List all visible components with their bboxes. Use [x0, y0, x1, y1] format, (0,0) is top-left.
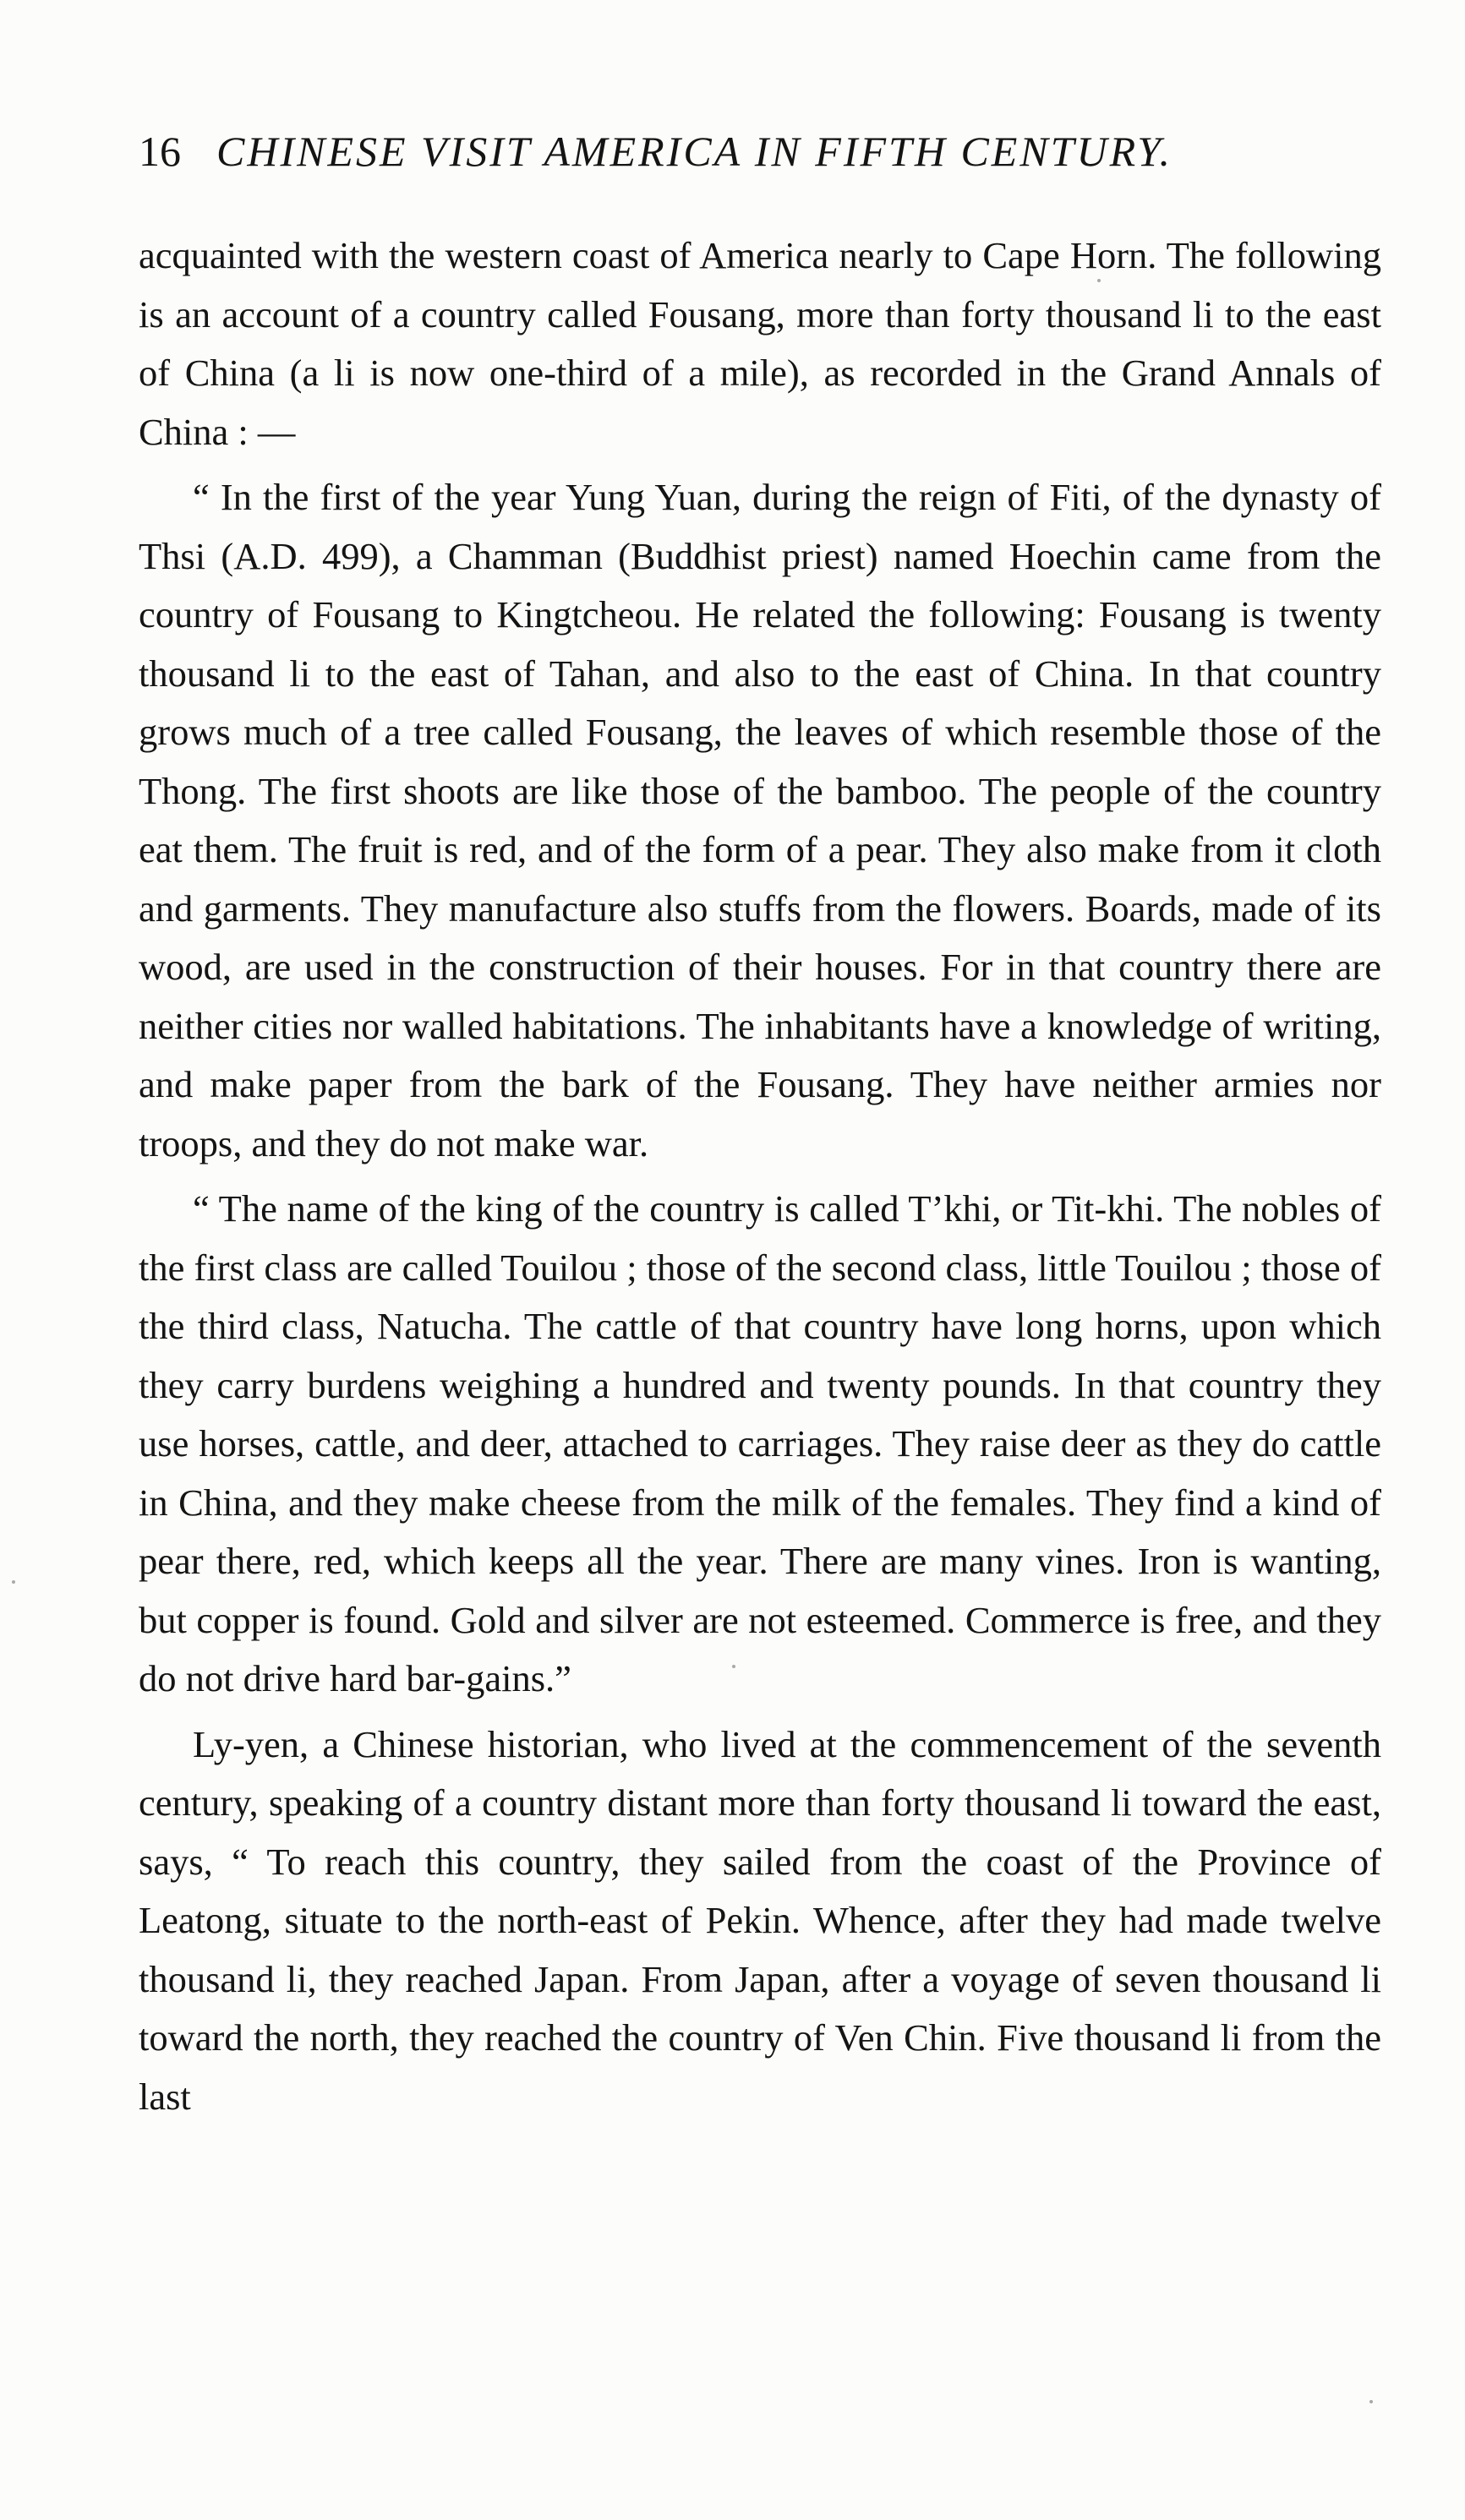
body-text — [139, 226, 1381, 2126]
paragraph-4: Ly-yen, a Chinese historian, who lived at the commencement of the seventh century, speaking of a country distant more than forty thousand li toward the east, says, “ To reach this country, they sailed from the coast of the Province of Leatong, situate to the north-east of Pekin. Whence, after they had made twelve thousand li, they reached Japan. From Japan, after a voyage of seven thousand li toward the north, they reached the country of Ven Chin. Five thousand li from the last — [139, 1722, 1381, 2118]
paper-speck — [1369, 2400, 1373, 2403]
paper-speck — [12, 1580, 15, 1584]
running-title: CHINESE VISIT AMERICA IN FIFTH CENTURY. — [216, 128, 1173, 175]
paragraph-3: “ The name of the king of the country is called T’khi, or Tit-khi. The nobles of the first class are called Touilou ; those of the second class, little Touilou ; those of the third class, Natucha. The cattle of that country have long horns, upon which they carry burdens weighing a hundred and twenty pounds. In that country they use horses, cattle, and deer, attached to carriages. They raise deer as they do cattle in China, and they make cheese from the milk of the females. They find a kind of pear there, red, which keeps all the year. There are many vines. Iron is wanting, but copper is found. Gold and silver are not esteemed. Commerce is free, and they do not drive hard bar-gains.” — [139, 1187, 1381, 1699]
paragraph-1: acquainted with the western coast of America nearly to Cape Horn. The following is an account of a country called Fousang, more than forty thousand li to the east of China (a li is now one-third of a mile), as recorded in the Grand Annals of China : — — [139, 234, 1381, 453]
page-number: 16 — [139, 128, 181, 175]
paper-speck — [1097, 279, 1101, 282]
paper-speck — [732, 1665, 735, 1668]
paragraph-2: “ In the first of the year Yung Yuan, during the reign of Fiti, of the dynasty of Thsi (A.D. 499), a Chamman (Buddhist priest) named Hoechin came from the country of Fousang to Kingtcheou. He related the following: Fousang is twenty thousand li to the east of Tahan, and also to the east of China. In that country grows much of a tree called Fousang, the leaves of which resemble those of the Thong. The first shoots are like those of the bamboo. The people of the country eat them. The fruit is red, and of the form of a pear. They also make from it cloth and garments. They manufacture also stuffs from the flowers. Boards, made of its wood, are used in the construction of their houses. For in that country there are neither cities nor walled habitations. The inhabitants have a knowledge of writing, and make paper from the bark of the Fousang. They have neither armies nor troops, and they do not make war. — [139, 476, 1381, 1165]
page-header — [139, 122, 1339, 181]
